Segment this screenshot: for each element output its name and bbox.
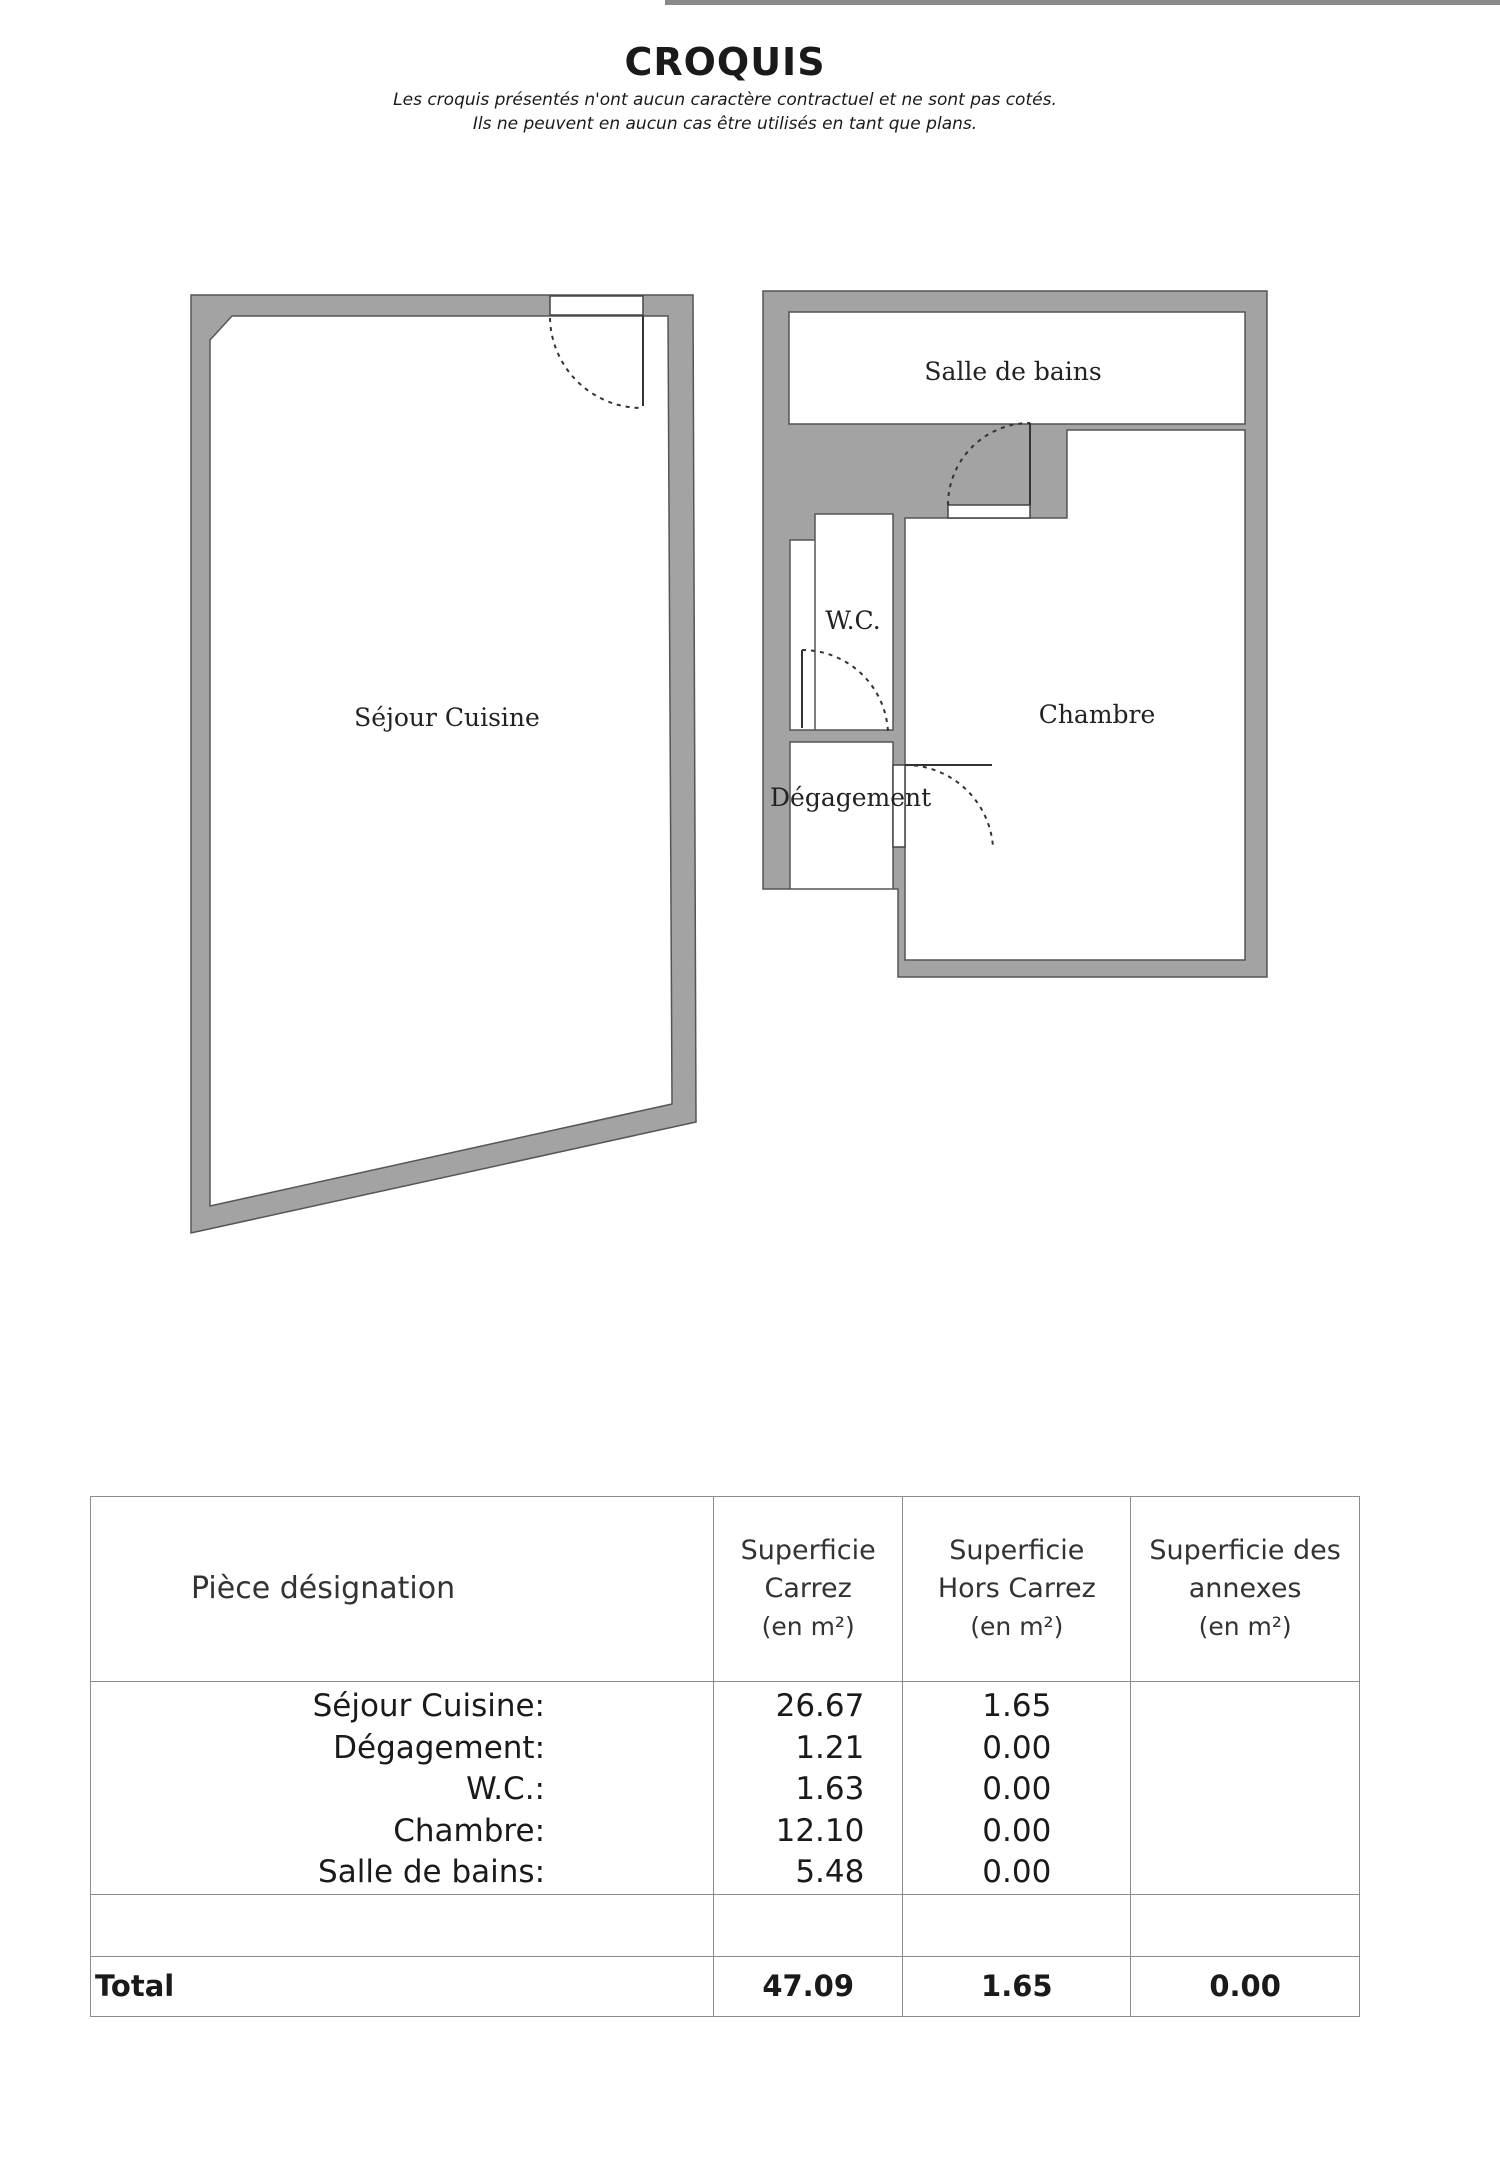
header-hors-line2: Hors Carrez [937, 1573, 1096, 1604]
carrez-value: 26.67 [775, 1688, 865, 1724]
total-label: Total [91, 1956, 714, 2016]
table-header-row [91, 1497, 1360, 1682]
header-carrez-line1: Superficie [740, 1535, 876, 1566]
table-body-row [91, 1682, 1360, 1895]
total-hors-carrez: 1.65 [903, 1956, 1131, 2016]
page-title: CROQUIS [624, 40, 826, 84]
table-total-row [91, 1956, 1360, 2016]
hors-carrez-values-cell [903, 1682, 1131, 1895]
header-annexes [1131, 1497, 1360, 1682]
room-label-sejour: Séjour Cuisine [354, 703, 540, 732]
room-label-chambre: Chambre [1038, 700, 1156, 729]
room-name: W.C.: [466, 1771, 546, 1807]
total-annexes: 0.00 [1131, 1956, 1360, 2016]
header-carrez-line2: Carrez [764, 1573, 852, 1604]
hors-carrez-value: 1.65 [982, 1688, 1052, 1724]
carrez-value: 1.21 [795, 1729, 865, 1766]
hors-carrez-value: 0.00 [982, 1854, 1052, 1890]
annexes-values-cell [1131, 1682, 1360, 1895]
header-hors-line1: Superficie [949, 1535, 1085, 1566]
header-hors-unit: (en m²) [970, 1612, 1064, 1641]
carrez-value: 12.10 [775, 1812, 865, 1849]
header-carrez-unit: (en m²) [761, 1612, 855, 1641]
hors-carrez-value: 0.00 [982, 1729, 1052, 1766]
header-annexes-line1: Superficie des [1149, 1535, 1341, 1566]
disclaimer-line-1: Les croquis présentés n'ont aucun caractère contractuel et ne sont pas cotés. [393, 90, 1057, 110]
room-label-salle-de-bains: Salle de bains [924, 357, 1102, 386]
sejour-wall [191, 295, 696, 1233]
carrez-value: 5.48 [795, 1854, 865, 1890]
disclaimer-line-2: Ils ne peuvent en aucun cas être utilisés en tant que plans. [472, 114, 978, 134]
room-name: Séjour Cuisine: [312, 1688, 546, 1724]
header-hors-carrez [903, 1497, 1131, 1682]
room-label-wc: W.C. [825, 606, 881, 635]
room-name: Dégagement: [333, 1729, 546, 1766]
surface-table [90, 1496, 1360, 2017]
hors-carrez-value: 0.00 [982, 1812, 1052, 1849]
carrez-value: 1.63 [795, 1771, 865, 1807]
header-annexes-unit: (en m²) [1198, 1612, 1292, 1641]
carrez-values-cell [714, 1682, 903, 1895]
header-piece-designation: Pièce désignation [91, 1497, 714, 1682]
room-name: Chambre: [393, 1812, 546, 1849]
room-names-cell [91, 1682, 714, 1895]
total-carrez: 47.09 [714, 1956, 903, 2016]
room-name: Salle de bains: [318, 1854, 546, 1890]
hors-carrez-value: 0.00 [982, 1771, 1052, 1807]
room-label-degagement: Dégagement [770, 783, 932, 812]
header-carrez [714, 1497, 903, 1682]
header-annexes-line2: annexes [1188, 1573, 1302, 1604]
table-empty-row [91, 1894, 1360, 1956]
